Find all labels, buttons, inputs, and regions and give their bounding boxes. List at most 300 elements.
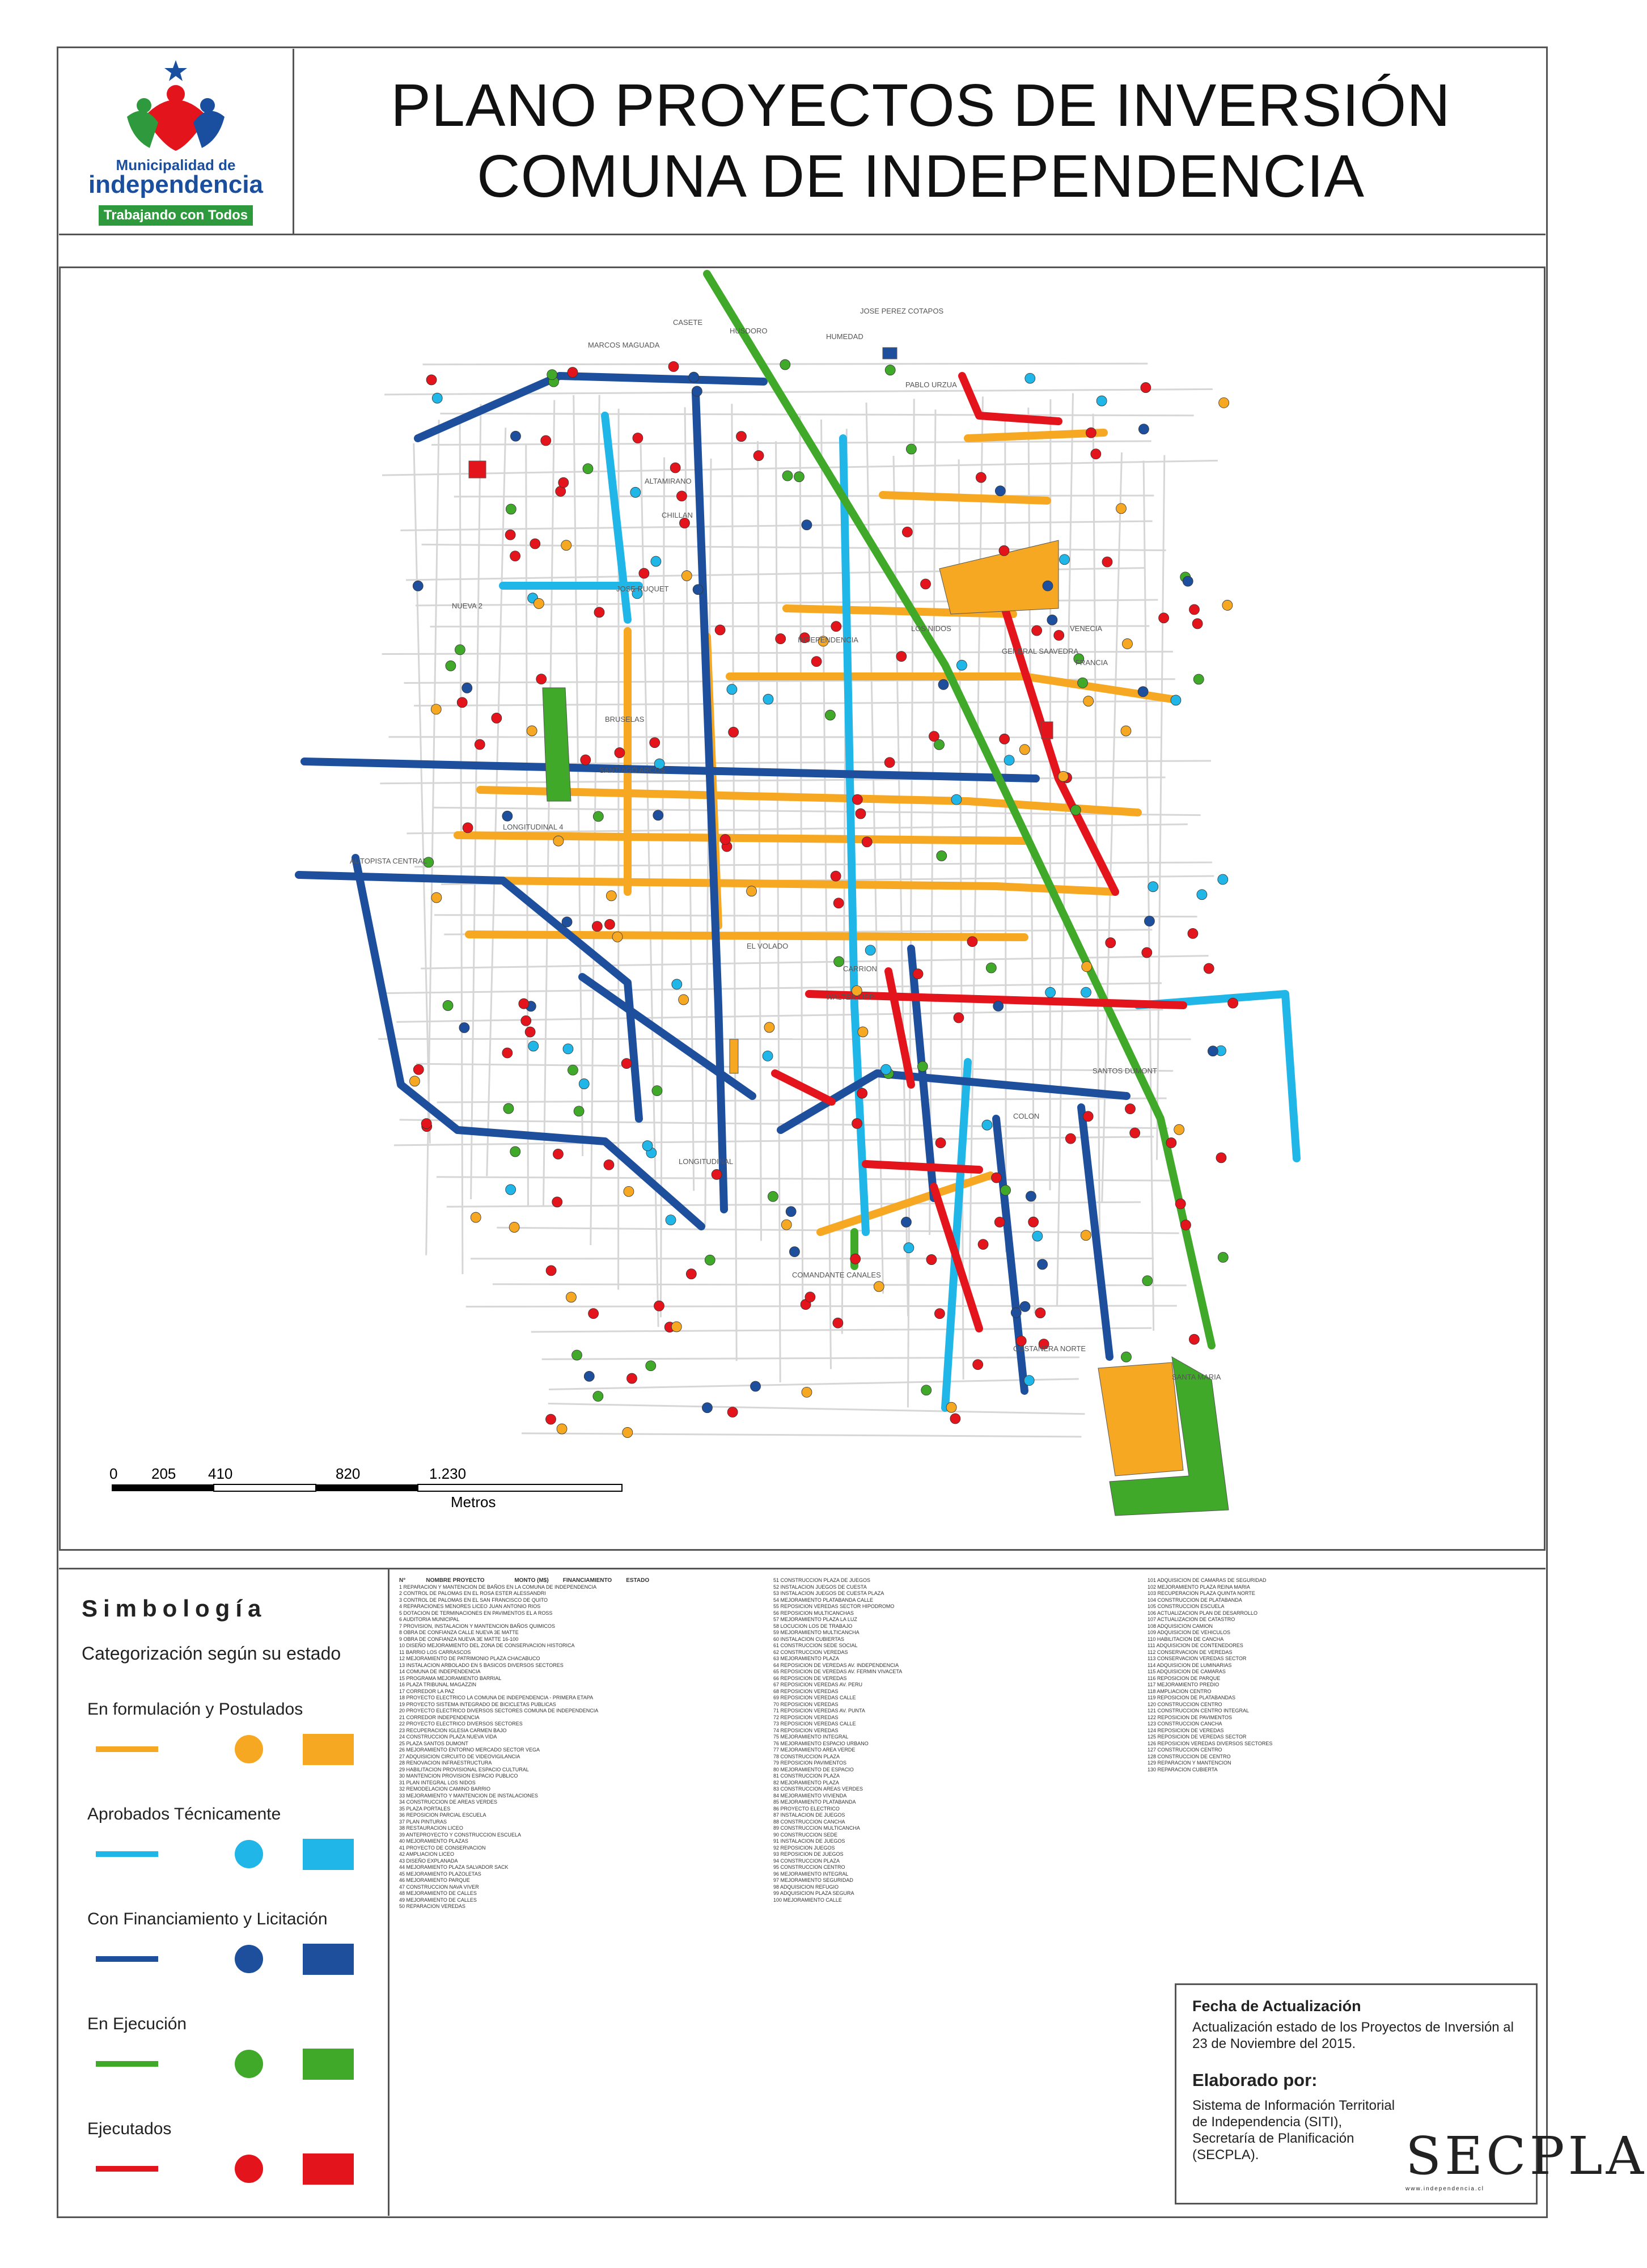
table-row: 89 CONSTRUCCION MULTICANCHA [773, 1825, 860, 1831]
table-row: 79 REPOSICION PAVIMENTOS [773, 1760, 847, 1766]
point-ejecucion [825, 710, 835, 720]
point-ejecutados [463, 823, 473, 833]
point-financiamiento [993, 1001, 1004, 1011]
point-aprobados [528, 1041, 539, 1051]
point-ejecutados [510, 551, 520, 561]
table-row: 11 BARRIO LOS CARRASCOS [399, 1649, 471, 1655]
map-canvas [61, 268, 1547, 1552]
point-financiamiento [584, 1371, 594, 1381]
point-ejecutados [811, 657, 822, 667]
point-aprobados [563, 1044, 573, 1054]
table-row: 57 MEJORAMIENTO PLAZA LA LUZ [773, 1617, 857, 1622]
table-row: 29 HABILITACION PROVISIONAL ESPACIO CULTURAL [399, 1766, 529, 1772]
point-ejecutados [852, 1119, 862, 1129]
table-row: 98 ADQUISICION REFUGIO [773, 1884, 839, 1890]
table-row: 45 MEJORAMIENTO PLAZOLETAS [399, 1871, 481, 1877]
point-ejecutados [926, 1255, 937, 1265]
point-formulacion [612, 932, 623, 942]
table-row: 52 INSTALACION JUEGOS DE CUESTA [773, 1584, 867, 1590]
point-aprobados [1218, 874, 1228, 885]
point-ejecutados [594, 607, 604, 617]
legend-area-financiamiento [303, 1944, 354, 1975]
table-row: 37 PLAN PINTURAS [399, 1818, 447, 1825]
point-ejecucion [1001, 1185, 1011, 1195]
point-ejecutados [856, 809, 866, 819]
point-ejecutados [921, 579, 931, 589]
point-financiamiento [1038, 1259, 1048, 1270]
point-financiamiento [562, 917, 572, 927]
point-aprobados [506, 1184, 516, 1195]
street-line [396, 1010, 1163, 1022]
point-financiamiento [1138, 687, 1148, 697]
road-financiamiento [355, 858, 458, 1130]
road-financiamiento [418, 376, 764, 438]
point-formulacion [858, 1027, 868, 1037]
table-row: 59 MEJORAMIENTO MULTICANCHA [773, 1630, 860, 1635]
point-ejecucion [593, 811, 603, 822]
point-formulacion [747, 886, 757, 896]
point-ejecucion [446, 661, 456, 671]
point-ejecutados [505, 530, 515, 540]
point-financiamiento [1026, 1191, 1036, 1201]
point-financiamiento [802, 520, 812, 530]
area-ejecutados [469, 461, 486, 478]
point-aprobados [727, 684, 737, 695]
point-ejecutados [992, 1173, 1002, 1183]
street-line [440, 413, 1193, 415]
point-ejecutados [712, 1169, 722, 1179]
point-ejecutados [862, 837, 872, 847]
point-formulacion [409, 1076, 420, 1086]
street-line [414, 701, 1175, 705]
point-ejecutados [1065, 1133, 1076, 1144]
table-row: 116 REPOSICION DE PARQUE [1148, 1675, 1221, 1681]
table-row: 2 CONTROL DE PALOMAS EN EL ROSA ESTER ALESSANDRI [399, 1590, 546, 1596]
street-line [522, 1433, 1082, 1437]
point-aprobados [579, 1079, 589, 1089]
street-line [414, 862, 1212, 867]
made-by-text: Sistema de Información Territorial de Independencia (SITI), Secretaría de Planificación (SECPLA). [1192, 2098, 1395, 2163]
point-ejecucion [593, 1391, 603, 1401]
point-aprobados [865, 945, 875, 955]
bottom-panel [59, 1568, 1647, 2216]
point-aprobados [982, 1120, 992, 1130]
point-ejecutados [1028, 1217, 1039, 1227]
table-row: 10 DISEÑO MEJORAMIENTO DEL ZONA DE CONSERVACION HISTORICA [399, 1643, 575, 1648]
point-ejecutados [831, 621, 841, 632]
point-formulacion [1058, 771, 1068, 781]
point-aprobados [763, 694, 773, 704]
point-ejecutados [1091, 449, 1101, 459]
point-financiamiento [1047, 615, 1057, 625]
street-label: HUSDORO [730, 327, 768, 335]
point-aprobados [1060, 555, 1070, 565]
point-formulacion [1174, 1124, 1184, 1135]
street-line [394, 1137, 1154, 1145]
street-line [380, 777, 1165, 784]
point-ejecutados [1141, 383, 1151, 393]
municipal-logo [59, 49, 294, 234]
point-ejecucion [921, 1385, 932, 1395]
legend-line-ejecutados [96, 2166, 158, 2172]
point-ejecutados [1054, 631, 1064, 641]
header [59, 49, 1546, 235]
table-row: 128 CONSTRUCCION DE CENTRO [1148, 1753, 1231, 1759]
table-row: 66 REPOSICION DE VEREDAS [773, 1675, 847, 1681]
point-formulacion [624, 1186, 634, 1196]
table-row: 111 ADQUISICION DE CONTENEDORES [1148, 1643, 1243, 1648]
point-financiamiento [1138, 424, 1149, 434]
point-ejecutados [1086, 428, 1096, 438]
secpla-logo: SECPLA [1405, 2126, 1647, 2186]
table-row: 13 INSTALACION ARBOLADO EN 5 BASICOS DIVERSOS SECTORES [399, 1662, 564, 1668]
table-row: 67 REPOSICION VEREDAS AV. PERU [773, 1682, 863, 1687]
point-formulacion [671, 1322, 681, 1332]
street-label: INDEPENDENCIA [798, 636, 858, 644]
table-row: 43 DISEÑO EXPLANADA [399, 1857, 458, 1864]
street-line [430, 626, 1149, 627]
point-ejecutados [857, 1088, 867, 1098]
table-column-1 [399, 1577, 762, 2207]
table-row: 100 MEJORAMIENTO CALLE [773, 1897, 842, 1903]
point-ejecutados [850, 1254, 861, 1264]
table-row: 19 PROYECTO SISTEMA INTEGRADO DE BICICLETAS PUBLICAS [399, 1701, 556, 1707]
table-row: 21 CORREDOR INDEPENDENCIA [399, 1714, 480, 1720]
page-title-line2: COMUNA DE INDEPENDENCIA [476, 143, 1365, 210]
table-row: 95 CONSTRUCCION CENTRO [773, 1864, 845, 1870]
table-row: 123 CONSTRUCCION CANCHA [1148, 1721, 1222, 1727]
header-monto: MONTO (M$) [514, 1577, 549, 1584]
logo-tagline: Trabajando con Todos [99, 205, 253, 226]
point-ejecutados [502, 1048, 513, 1058]
table-row: 127 CONSTRUCCION CENTRO [1148, 1747, 1222, 1753]
table-row: 62 CONSTRUCCION VEREDAS [773, 1649, 848, 1655]
table-row: 65 REPOSICION DE VEREDAS AV. FERMIN VIVACETA [773, 1669, 903, 1674]
table-row: 129 REPARACION Y MANTENCION [1148, 1760, 1231, 1766]
point-ejecutados [994, 1217, 1005, 1227]
street-line [543, 400, 554, 1205]
legend-line-ejecucion [96, 2061, 158, 2067]
street-label: LONGITUDINAL 4 [503, 823, 564, 831]
point-ejecucion [794, 472, 804, 482]
point-ejecutados [615, 748, 625, 758]
point-financiamiento [1020, 1301, 1030, 1311]
point-formulacion [946, 1402, 956, 1412]
table-header [399, 1577, 762, 1584]
point-ejecucion [652, 1086, 662, 1096]
table-row: 24 CONSTRUCCION PLAZA NUEVA VIDA [399, 1734, 497, 1740]
point-ejecutados [604, 919, 615, 929]
legend-dot-formulacion [235, 1735, 263, 1763]
point-ejecutados [639, 568, 649, 578]
street-label: LOS NIDOS [911, 624, 951, 633]
street-label: CASETE [673, 318, 703, 327]
point-ejecucion [510, 1146, 520, 1157]
point-ejecucion [443, 1000, 453, 1010]
point-formulacion [509, 1222, 519, 1232]
update-title: Fecha de Actualización [1192, 1998, 1361, 2015]
table-row: 101 ADQUISICION DE CAMARAS DE SEGURIDAD [1148, 1577, 1267, 1583]
legend [59, 1569, 389, 2216]
point-ejecucion [1078, 678, 1088, 688]
header-financiamiento: FINANCIAMIENTO [562, 1577, 612, 1584]
point-financiamiento [751, 1381, 761, 1391]
header-num: N° [399, 1577, 406, 1584]
point-ejecutados [604, 1160, 614, 1170]
point-ejecutados [1189, 604, 1199, 615]
point-formulacion [1122, 638, 1132, 649]
point-ejecucion [1193, 674, 1204, 684]
logo-line1: Municipalidad de [116, 156, 236, 174]
point-ejecutados [1189, 1334, 1199, 1344]
scale-unit: Metros [451, 1493, 496, 1510]
table-row: 81 CONSTRUCCION PLAZA [773, 1773, 840, 1779]
info-box [1175, 1983, 1647, 2204]
street-line [447, 1202, 1141, 1207]
street-line [548, 1403, 1085, 1414]
point-financiamiento [1011, 1308, 1021, 1318]
street-line [431, 441, 1151, 445]
point-formulacion [1116, 503, 1126, 514]
point-ejecutados [727, 1407, 738, 1417]
street-line [384, 389, 1213, 394]
table-row: 3 CONTROL DE PALOMAS EN EL SAN FRANCISCO DE QUITO [399, 1597, 548, 1603]
table-row: 108 ADQUISICION CAMION [1148, 1623, 1213, 1629]
street-label: SANTIAGO ARCOS [599, 766, 666, 775]
street-line [471, 404, 481, 1199]
street-label: HUMEDAD [826, 332, 863, 341]
street-label: COSTANERA NORTE [1013, 1344, 1086, 1353]
table-row: 113 CONSERVACION VEREDAS SECTOR [1148, 1656, 1247, 1661]
street-line [1093, 414, 1100, 1263]
table-row: 35 PLAZA PORTALES [399, 1805, 451, 1812]
street-line [493, 1284, 1187, 1285]
table-row: 33 MEJORAMIENTO Y MANTENCION DE INSTALACIONES [399, 1792, 538, 1799]
point-ejecutados [720, 835, 730, 845]
legend-cat-financiamiento: Con Financiamiento y Licitación [87, 1910, 328, 1928]
legend-line-formulacion [96, 1746, 158, 1752]
secpla-url: www.independencia.cl [1405, 2186, 1484, 2192]
point-formulacion [561, 540, 571, 551]
legend-area-ejecucion [303, 2049, 354, 2080]
point-ejecucion [780, 359, 790, 370]
table-row: 97 MEJORAMIENTO SEGURIDAD [773, 1877, 853, 1883]
road-formulacion [883, 495, 1047, 501]
point-ejecutados [954, 1013, 964, 1023]
point-aprobados [951, 794, 962, 805]
point-ejecucion [885, 365, 895, 375]
area-financiamiento [883, 348, 897, 359]
table-row: 76 MEJORAMIENTO ESPACIO URBANO [773, 1740, 869, 1746]
point-ejecutados [475, 739, 485, 750]
header-nombre: NOMBRE PROYECTO [426, 1577, 485, 1584]
scale-label-820: 820 [336, 1465, 361, 1482]
street-line [930, 409, 935, 1235]
point-ejecutados [1166, 1137, 1176, 1148]
legend-area-formulacion [303, 1734, 354, 1765]
area-formulacion [730, 1039, 738, 1073]
point-ejecutados [805, 1292, 815, 1302]
road-formulacion [492, 881, 1115, 892]
street-line [382, 983, 1162, 993]
point-aprobados [1025, 373, 1035, 383]
point-financiamiento [786, 1207, 796, 1217]
legend-line-aprobados [96, 1851, 158, 1857]
point-ejecucion [1218, 1253, 1228, 1263]
table-row: 119 REPOSICION DE PLATABANDAS [1148, 1695, 1236, 1700]
point-ejecucion [782, 471, 793, 481]
street-line [908, 399, 914, 1407]
point-aprobados [432, 393, 442, 403]
point-aprobados [666, 1215, 676, 1225]
legend-area-aprobados [303, 1839, 354, 1870]
point-ejecutados [1204, 963, 1214, 974]
table-row: 112 CONSERVACION DE VEREDAS [1148, 1649, 1233, 1655]
street-label: JOSE PEREZ COTAPOS [860, 307, 944, 315]
table-row: 69 REPOSICION VEREDAS CALLE [773, 1695, 856, 1700]
point-formulacion [679, 995, 689, 1005]
table-row: 49 MEJORAMIENTO DE CALLES [399, 1897, 477, 1903]
point-financiamiento [462, 683, 472, 693]
table-row: 125 REPOSICION DE VEREDAS SECTOR [1148, 1734, 1247, 1740]
point-ejecutados [978, 1239, 988, 1250]
table-row: 88 CONSTRUCCION CANCHA [773, 1818, 845, 1825]
point-ejecutados [654, 1301, 664, 1311]
point-aprobados [651, 556, 661, 566]
point-aprobados [642, 1141, 653, 1151]
point-formulacion [764, 1022, 774, 1033]
point-formulacion [781, 1220, 791, 1230]
table-row: 48 MEJORAMIENTO DE CALLES [399, 1890, 477, 1896]
point-financiamiento [702, 1403, 712, 1413]
street-label: ALTAMIRANO [645, 477, 692, 485]
table-row: 94 CONSTRUCCION PLAZA [773, 1857, 840, 1864]
point-financiamiento [459, 1022, 469, 1033]
point-ejecutados [1102, 557, 1112, 567]
table-row: 50 REPARACION VEREDAS [399, 1903, 465, 1909]
point-financiamiento [653, 810, 663, 820]
table-column-2 [773, 1577, 1136, 2207]
point-formulacion [802, 1387, 812, 1397]
table-row: 124 REPOSICION DE VEREDAS [1148, 1727, 1224, 1733]
table-row: 104 CONSTRUCCION DE PLATABANDA [1148, 1597, 1242, 1603]
point-ejecutados [852, 794, 862, 805]
street-label: JOSE RUQUET [616, 585, 669, 593]
table-row: 5 DOTACION DE TERMINACIONES EN PAVIMENTOS EL A ROSS [399, 1610, 553, 1616]
table-row: 84 MEJORAMIENTO VIVIENDA [773, 1792, 847, 1799]
table-row: 60 INSTALACION CUBIERTAS [773, 1636, 845, 1642]
point-financiamiento [1183, 576, 1193, 586]
table-row: 58 LOCUCION LOS DE TRABAJO [773, 1623, 853, 1629]
table-row: 44 MEJORAMIENTO PLAZA SALVADOR SACK [399, 1864, 509, 1870]
point-ejecutados [1130, 1128, 1140, 1138]
point-ejecutados [558, 477, 569, 488]
point-ejecutados [729, 727, 739, 737]
point-formulacion [1083, 696, 1094, 706]
point-aprobados [1096, 396, 1107, 406]
table-row: 106 ACTUALIZACION PLAN DE DESARROLLO [1148, 1610, 1258, 1616]
road-financiamiento [582, 977, 752, 1096]
point-financiamiento [789, 1247, 799, 1257]
table-row: 130 REPARACION CUBIERTA [1148, 1766, 1218, 1772]
point-ejecutados [1142, 947, 1152, 958]
point-financiamiento [689, 372, 699, 382]
table-row: 74 REPOSICION VEREDAS [773, 1727, 839, 1733]
table-row: 86 PROYECTO ELECTRICO [773, 1805, 840, 1812]
street-line [1057, 393, 1073, 1306]
point-ejecutados [1175, 1199, 1185, 1209]
point-aprobados [881, 1064, 891, 1074]
street-line [776, 441, 781, 1382]
table-row: 103 RECUPERACION PLAZA QUINTA NORTE [1148, 1590, 1255, 1596]
point-aprobados [956, 660, 967, 670]
point-ejecutados [670, 463, 680, 473]
point-formulacion [874, 1281, 884, 1292]
table-row: 23 RECUPERACION IGLESIA CARMEN BAJO [399, 1727, 507, 1733]
table-row: 96 MEJORAMIENTO INTEGRAL [773, 1871, 849, 1877]
page-title-line1: PLANO PROYECTOS DE INVERSIÓN [391, 72, 1451, 139]
map-panel [59, 266, 1546, 1551]
point-financiamiento [1208, 1046, 1218, 1056]
table-row: 105 CONSTRUCCION ESCUELA [1148, 1603, 1225, 1609]
table-row: 61 CONSTRUCCION SEDE SOCIAL [773, 1643, 858, 1648]
table-row: 109 ADQUISICION DE VEHICULOS [1148, 1630, 1231, 1635]
legend-dot-ejecutados [235, 2155, 263, 2183]
point-ejecutados [457, 697, 467, 708]
update-text: Actualización estado de los Proyectos de Inversión al 23 de Noviembre del 2015. [1192, 2020, 1514, 2051]
point-formulacion [1219, 397, 1229, 408]
table-row: 32 REMODELACION CAMINO BARRIO [399, 1786, 491, 1792]
point-ejecutados [902, 527, 912, 537]
point-ejecutados [1188, 928, 1198, 938]
point-formulacion [471, 1212, 481, 1222]
table-row: 25 PLAZA SANTOS DUMONT [399, 1740, 468, 1746]
street-line [466, 1306, 1177, 1307]
point-ejecucion [1142, 1276, 1153, 1286]
point-ejecutados [530, 539, 540, 549]
table-row: 90 CONSTRUCCION SEDE [773, 1831, 838, 1838]
table-row: 18 PROYECTO ELECTRICO LA COMUNA DE INDEPENDENCIA - PRIMERA ETAPA [399, 1695, 594, 1700]
street-label: SANTOS DUMONT [1093, 1067, 1157, 1075]
table-row: 83 CONSTRUCCION AREAS VERDES [773, 1786, 863, 1792]
scale-label-1230: 1.230 [429, 1465, 467, 1482]
point-ejecutados [421, 1119, 431, 1129]
table-row: 118 AMPLIACION CENTRO [1148, 1688, 1212, 1694]
point-ejecutados [967, 937, 977, 947]
table-row: 93 REPOSICION DE JUEGOS [773, 1851, 844, 1857]
table-row: 26 MEJORAMIENTO ENTORNO MERCADO SECTOR VEGA [399, 1747, 540, 1753]
point-ejecutados [541, 435, 551, 446]
street-line [1005, 414, 1006, 1252]
table-row: 73 REPOSICION VEREDAS CALLE [773, 1721, 856, 1727]
point-ejecucion [934, 739, 945, 750]
table-row: 75 MEJORAMIENTO INTEGRAL [773, 1734, 849, 1740]
point-ejecucion [503, 1103, 514, 1114]
point-ejecutados [679, 518, 689, 528]
point-ejecutados [1032, 625, 1042, 636]
point-financiamiento [502, 811, 513, 821]
point-ejecutados [896, 651, 907, 662]
legend-area-ejecutados [303, 2153, 354, 2185]
point-ejecutados [913, 969, 923, 979]
point-ejecutados [413, 1064, 424, 1074]
table-row: 77 MEJORAMIENTO AREA VERDE [773, 1747, 856, 1753]
point-ejecutados [833, 898, 844, 908]
street-label: MARCOS MAGUADA [588, 341, 660, 349]
table-row: 92 REPOSICION JUEGOS [773, 1844, 835, 1851]
legend-title: Simbología [82, 1595, 267, 1622]
table-row: 31 PLAN INTEGRAL LOS NIDOS [399, 1779, 476, 1785]
